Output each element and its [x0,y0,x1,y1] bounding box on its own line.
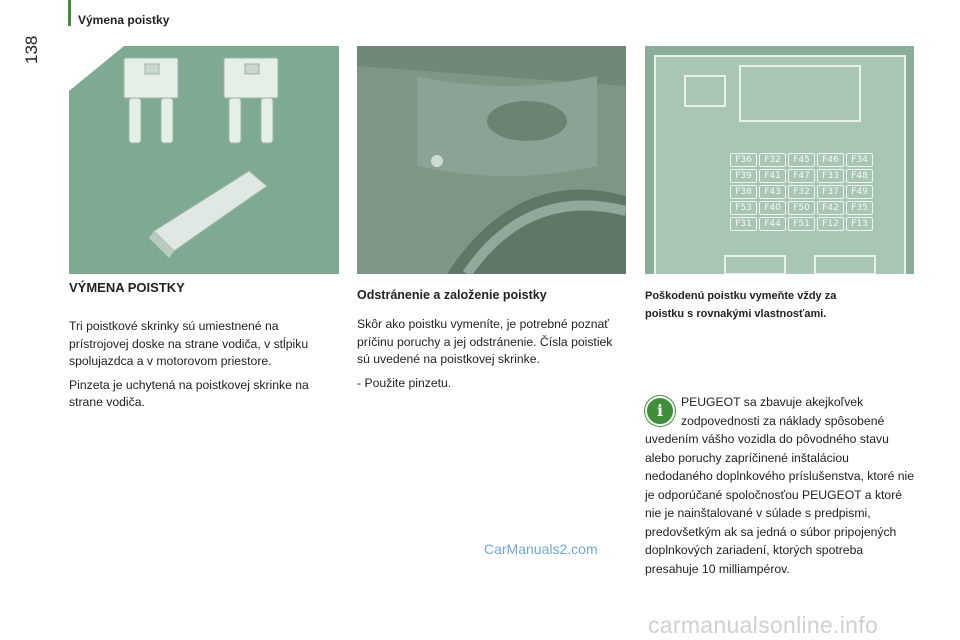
section-accent-bar [68,0,71,26]
fuse-tweezers-illustration [69,46,339,274]
fuse-label: F41 [759,169,786,183]
fuse-label: F43 [759,185,786,199]
fuse-box-diagram [645,46,914,274]
dashboard-photo [357,46,626,274]
info-text: PEUGEOT sa zbavuje akejkoľvek zodpovednosti za náklady spôsobené uvedením vášho vozidla do pôvodného stavu alebo poruchy zapríčinené inštaláciou nedodaného doplnkového príslušenstva, ktoré nie je odporúčané spoločnosťou PEUGEOT a ktoré nie je nainštalované v súlade s predpismi, predovšetkým ak sa jedná o súbor pripojených doplnkových zariadení, ktorých spotreba presahuje 10 milliampérov. [645,395,914,576]
fuse-label: F31 [730,217,757,231]
fuse-label: F45 [788,153,815,167]
fuse-label: F36 [730,153,757,167]
fuse-label: F44 [759,217,786,231]
main-heading: VÝMENA POISTKY [69,280,185,295]
fuse-label: F39 [730,169,757,183]
fuse-note: Poškodenú poistku vymeňte vždy za poistku s rovnakými vlastnosťami. [645,290,837,320]
fuse-label: F40 [759,201,786,215]
fuse-label: F49 [846,185,873,199]
fuse-label: F13 [846,217,873,231]
watermark-carmanualsonline: carmanualsonline.info [648,612,879,638]
fuse-label: F32 [788,185,815,199]
middle-column [357,316,617,398]
section-title: Výmena poistky [78,13,170,27]
left-paragraph-1: Tri poistkové skrinky sú umiestnené na prístrojovej doske na strane vodiča, v stĺpiku spolujazdca a v motorovom priestore. [69,319,309,368]
fuse-label: F38 [730,185,757,199]
fuse-label: F35 [846,201,873,215]
fuse-label: F32 [759,153,786,167]
info-box [645,393,915,578]
fuse-label: F53 [730,201,757,215]
left-paragraph-2: Pinzeta je uchytená na poistkovej skrinke na strane vodiča. [69,377,309,409]
fuse-label: F46 [817,153,844,167]
fuse-label: F48 [846,169,873,183]
fuse-label: F12 [817,217,844,231]
fuse-label: F42 [817,201,844,215]
fuse-label: F50 [788,201,815,215]
info-icon: i [645,396,675,426]
page-number: 138 [22,35,41,64]
watermark-carmanuals2: CarManuals2.com [484,541,598,557]
fuse-label: F37 [817,185,844,199]
middle-paragraph-2: - Použite pinzetu. [357,375,452,390]
left-column [69,318,341,418]
middle-paragraph-1: Skôr ako poistku vymeníte, je potrebné poznať príčinu poruchy a jej odstránenie. Čísla poistiek sú uvedené na poistkovej skrinke. [357,317,613,366]
fuse-label: F34 [846,153,873,167]
fuse-label: F33 [817,169,844,183]
sub-heading: Odstránenie a založenie poistky [357,288,547,302]
fuse-label: F47 [788,169,815,183]
fuse-label: F51 [788,217,815,231]
